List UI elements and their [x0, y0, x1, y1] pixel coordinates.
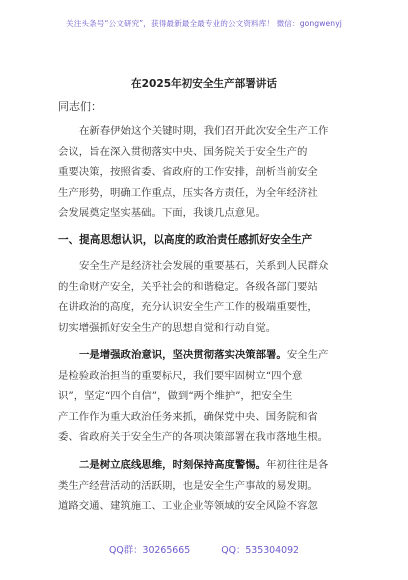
intro-paragraph — [58, 121, 358, 224]
paragraph-line: 切实增强抓好安全生产的思想自觉和行动自觉。 — [58, 321, 277, 334]
footer-qq-group: QQ群：30265665 — [108, 545, 191, 556]
paragraph-line: 会议，旨在深入贯彻落实中央、国务院关于安全生产的 — [58, 145, 308, 158]
footer-contact — [0, 542, 408, 556]
paragraph-line: 在讲政治的高度，充分认识安全生产工作的极端重要性， — [58, 301, 318, 313]
paragraph-line: 重要决策，按照省委、省政府的工作安排，剖析当前安全 — [58, 166, 318, 178]
paragraph-line: 的生命财产安全，关乎社会的和谐稳定。各级各部门要站 — [58, 280, 318, 293]
paragraph-line — [58, 345, 358, 366]
point-two-paragraph — [58, 455, 358, 517]
paragraph-line: 识”，坚定“四个自信”，做到“两个维护”，把安全生 — [58, 390, 293, 402]
paragraph-line: 在新春伊始这个关键时期，我们召开此次安全生产工作 — [79, 125, 329, 137]
paragraph-line: 安全生产是经济社会发展的重要基石，关系到人民群众 — [79, 260, 329, 272]
section-heading: 一、提高思想认识，以高度的政治责任感抓好安全生产 — [58, 234, 313, 246]
point-one-lead: 一是增强政治意识，坚决贯彻落实决策部署。 — [79, 349, 287, 361]
paragraph-line: 生产形势，明确工作重点，压实各方责任，为全年经济社 — [58, 186, 318, 199]
paragraph-line: 类生产经营活动的活跃期，也是安全生产事故的易发期。 — [58, 479, 318, 492]
footer-qq: QQ：535304092 — [221, 545, 300, 556]
point-two-text: 年初往往是各 — [266, 459, 329, 471]
point-one-text: 安全生产 — [286, 349, 329, 361]
greeting: 同志们： — [58, 100, 102, 113]
paragraph-line: 是检验政治担当的重要标尺，我们要牢固树立“四个意 — [58, 369, 303, 382]
point-one-paragraph — [58, 345, 358, 448]
paragraph-line: 产工作作为重大政治任务来抓，确保党中央、国务院和省 — [58, 410, 318, 423]
point-two-lead: 二是树立底线思维，时刻保持高度警惕。 — [79, 459, 267, 471]
paragraph-line — [58, 455, 358, 476]
header-banner: 关注头条号“公文研究”，获得最新最全最专业的公文资料库！ 微信：gongwenyj — [66, 19, 342, 28]
document-title: 在2025年初安全生产部署讲话 — [130, 78, 277, 90]
paragraph-line: 委、省政府关于安全生产的各项决策部署在我市落地生根。 — [58, 431, 329, 443]
paragraph-line: 道路交通、建筑施工、工业企业等领域的安全风险不容忽 — [58, 500, 318, 512]
section-paragraph — [58, 256, 358, 338]
paragraph-line: 会发展奠定坚实基础。下面，我谈几点意见。 — [58, 207, 266, 219]
